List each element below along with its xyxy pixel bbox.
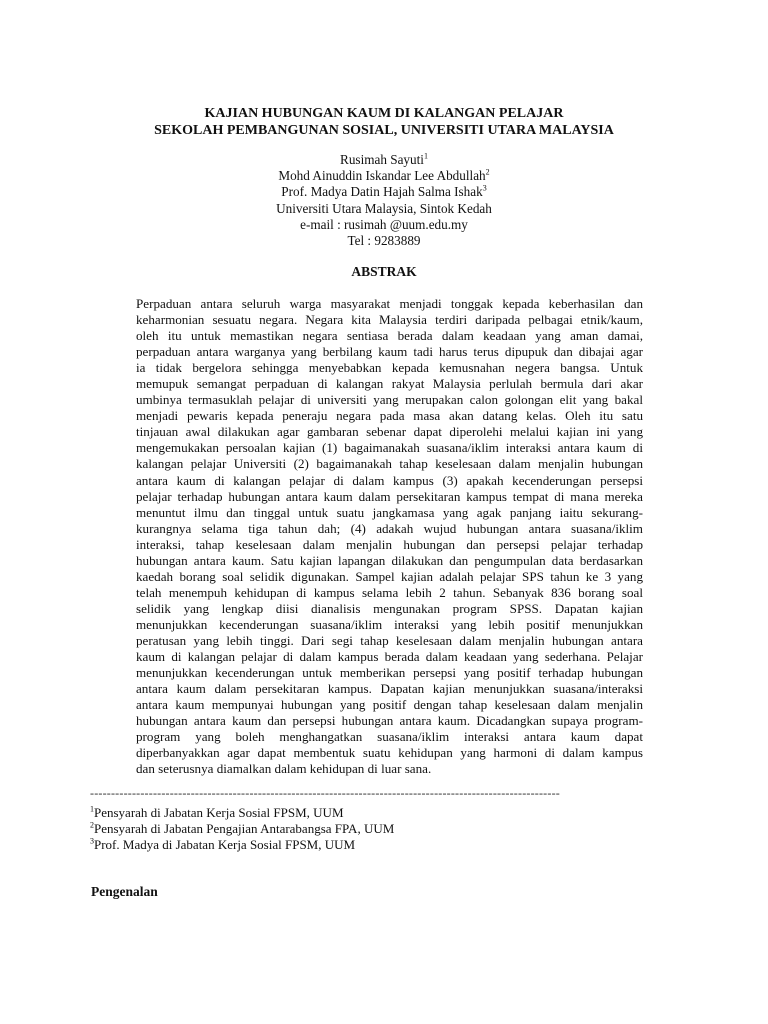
abstract-line: diperbanyakkan agar dapat membentuk suatu kehidupan yang harmoni di dalam kampus [136, 745, 643, 761]
author-2 [0, 168, 768, 184]
footnote-marker: 1 [90, 804, 94, 814]
abstract-line: kurangnya selama tiga tahun dah; (4) adakah wujud hubungan antara suasana/iklim [136, 520, 643, 536]
footnote-text: Pensyarah di Jabatan Pengajian Antarabangsa FPA, UUM [94, 821, 395, 837]
section-heading: Pengenalan [91, 884, 158, 899]
author-superscript: 2 [485, 167, 490, 177]
abstract-line: tinjauan awal dilakukan agar gambaran sebenar dapat diperolehi melalui kajian ini yang [136, 424, 643, 440]
footnote-separator: ---------------------------------------------------------------------------------------------------------------- [90, 787, 560, 799]
abstract-line: pelajar terhadap hubungan antara kaum dalam persekitaran kampus tempat di mana mereka [136, 488, 643, 504]
author-3 [0, 184, 768, 200]
abstract-line: menjadi pewaris kepada peneraju negara pada masa akan datang kelas. Oleh itu satu [136, 408, 643, 424]
abstract-line: interaksi, tahap keselesaan dalam menjalin hubungan dan persepsi pelajar terhadap [136, 536, 643, 552]
abstract-line: mengemukakan persoalan kajian (1) bagaimanakah suasana/iklim interaksi antara kaum di [136, 440, 643, 456]
abstract-line: memupuk semangat perpaduan di kalangan rakyat Malaysia perlulah bermula dari akar [136, 376, 643, 392]
footnote-3 [90, 837, 590, 853]
author-telephone: Tel : 9283889 [347, 233, 421, 249]
footnote-marker: 2 [90, 820, 94, 830]
abstract-line: menuntut ilmu dan tinggal untuk suatu jangkamasa yang agak panjang iaitu sekurang- [136, 504, 643, 520]
abstract-line: antara kaum dalam persekitaran kampus. Dapatan kajian menunjukkan suasana/interaksi [136, 681, 643, 697]
abstract-heading: ABSTRAK [351, 264, 417, 279]
author-name: Rusimah Sayuti [340, 152, 424, 167]
abstract-line: kaedah borang soal selidik digunakan. Sampel kajian adalah pelajar SPS tahun ke 3 yang [136, 568, 643, 584]
abstract-line: peratusan yang lebih tinggi. Dari segi tahap keselesaan dalam menjalin hubungan antara [136, 632, 643, 648]
abstract-line: Perpaduan antara seluruh warga masyarakat menjadi tonggak kepada keberhasilan dan [136, 296, 643, 311]
paper-title-line-1: KAJIAN HUBUNGAN KAUM DI KALANGAN PELAJAR [204, 106, 564, 121]
footnote-marker: 3 [90, 837, 94, 847]
abstract-line: telah menempuh kehidupan di kampus selama lebih 2 tahun. Sebanyak 836 borang soal [136, 584, 643, 600]
abstract-line: perpaduan antara warganya yang berbilang kaum tadi harus terus dipupuk dan dibajai agar [136, 344, 643, 360]
paper-title-line-2: SEKOLAH PEMBANGUNAN SOSIAL, UNIVERSITI UTARA MALAYSIA [154, 123, 614, 138]
abstract-line: hubungan antara kaum dan persepsi hubungan antara kaum. Dicadangkan supaya program- [136, 713, 643, 729]
abstract-line: program yang boleh menghangatkan suasana/iklim interaksi antara kaum dapat [136, 729, 643, 745]
abstract-line: selidik yang lengkap diisi dianalisis mengunakan program SPSS. Dapatan kajian [136, 600, 643, 616]
author-email: e-mail : rusimah @uum.edu.my [300, 216, 468, 232]
abstract-line: antara kaum mempunyai hubungan yang positif dengan tahap keselesaan dalam menjalin [136, 697, 643, 713]
footnote-text: Prof. Madya di Jabatan Kerja Sosial FPSM, UUM [94, 837, 356, 853]
author-1 [0, 152, 768, 168]
abstract-line: menunjukkan kecenderungan suasana/iklim interaksi yang lebih positif menunjukkan [136, 616, 643, 632]
footnotes [90, 805, 590, 854]
abstract-line: oleh itu untuk memastikan negara sentiasa berada dalam keadaan yang aman damai, [136, 328, 643, 344]
abstract-body [136, 296, 643, 777]
paper-title [0, 105, 768, 139]
author-name: Prof. Madya Datin Hajah Salma Ishak [281, 184, 483, 200]
author-superscript: 1 [423, 151, 428, 161]
abstract-line: menunjukkan kecenderungan untuk memberikan persepsi yang positif terhadap hubungan [136, 665, 643, 681]
footnote-text: Pensyarah di Jabatan Kerja Sosial FPSM, UUM [94, 805, 344, 820]
abstract-line: dan seterusnya diamalkan dalam kehidupan di luar sana. [136, 761, 432, 777]
abstract-line: umbinya termasuklah pelajar di universiti yang merupakan calon golongan elit yang bakal [136, 392, 643, 408]
abstract-line: kalangan pelajar Universiti (2) bagaimanakah tahap keselesaan dalam menjalin hubungan [136, 456, 643, 472]
footnote-2 [90, 821, 590, 837]
author-superscript: 3 [482, 184, 487, 194]
affiliation: Universiti Utara Malaysia, Sintok Kedah [276, 200, 492, 216]
abstract-line: antara kaum di kalangan pelajar di dalam kampus (3) apakah kecenderungan persepsi [136, 472, 643, 488]
author-block [0, 152, 768, 249]
author-name: Mohd Ainuddin Iskandar Lee Abdullah [278, 168, 486, 184]
abstract-line: keharmonian sesuatu negara. Negara kita Malaysia terdiri daripada pelbagai etnik/kaum, [136, 312, 643, 328]
footnote-1 [90, 805, 590, 821]
abstract-line: kaum di kalangan pelajar di dalam kampus berada dalam keadaan yang sederhana. Pelajar [136, 649, 643, 665]
abstract-line: hubungan antara kaum. Satu kajian lapangan dilakukan dan pengumpulan data berdasarkan [136, 552, 643, 568]
abstract-line: ia tidak bergelora sehingga menyebabkan kepada kemusnahan negera bangsa. Untuk [136, 360, 643, 376]
